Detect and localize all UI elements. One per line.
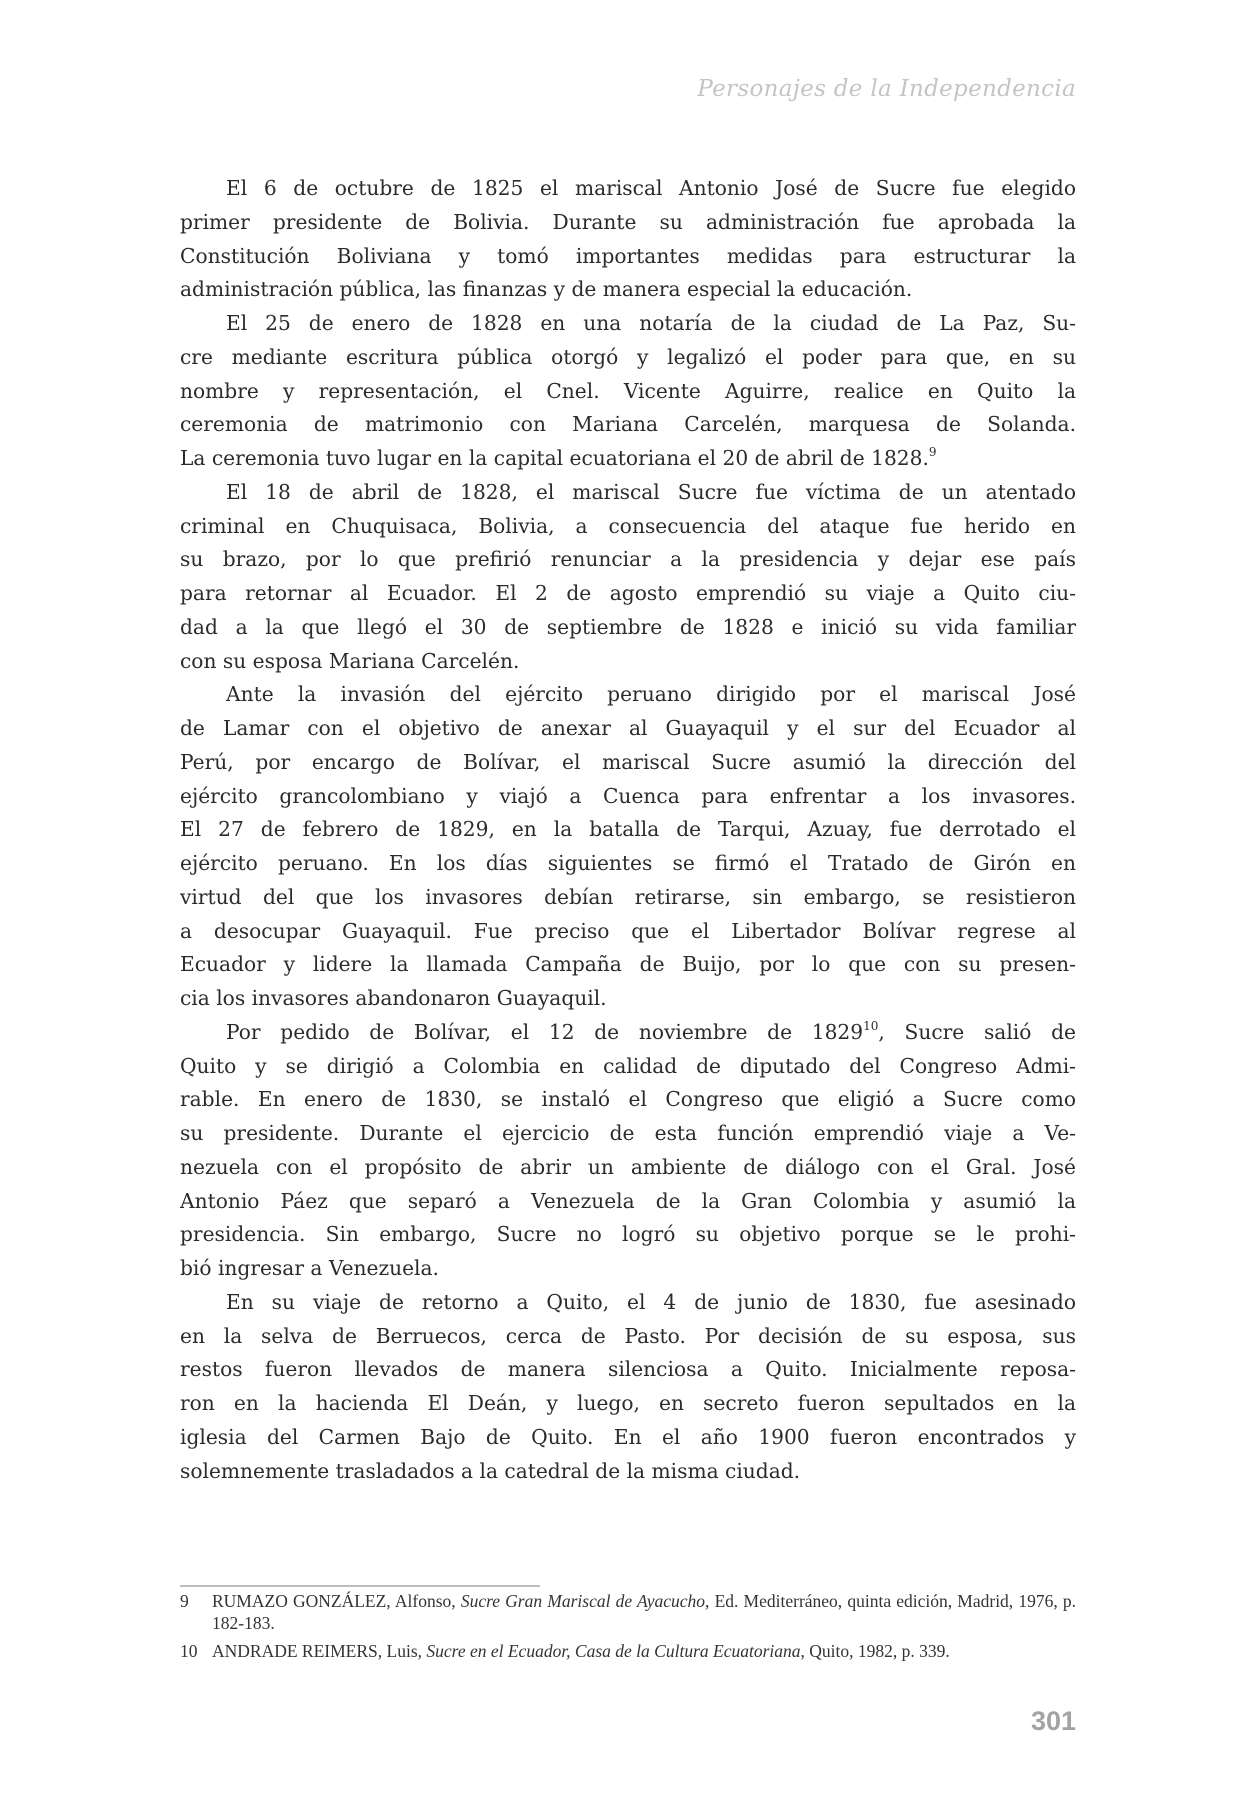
text-line [180, 172, 1076, 206]
footnote-text: RUMAZO GONZÁLEZ, Alfonso, [212, 1591, 461, 1611]
text-line [180, 273, 1076, 307]
line-text: El 6 de octubre de 1825 el mariscal Antonio José de Sucre fue elegido [226, 176, 1076, 200]
text-line [180, 881, 1076, 915]
line-text: presidencia. Sin embargo, Sucre no logró su objetivo porque se le prohi- [180, 1222, 1076, 1247]
text-line [180, 678, 1076, 712]
line-text: de Lamar con el objetivo de anexar al Guayaquil y el sur del Ecuador al [180, 716, 1076, 740]
text-line [180, 476, 1076, 510]
line-text: ejército peruano. En los días siguientes se firmó el Tratado de Girón en [180, 851, 1076, 875]
text-line [180, 543, 1076, 577]
line-text: restos fueron llevados de manera silenciosa a Quito. Inicialmente reposa- [180, 1357, 1076, 1382]
footnote-text: , Quito, 1982, p. 339. [800, 1641, 950, 1661]
line-text: virtud del que los invasores debían retirarse, sin embargo, se resistieron [180, 884, 1076, 909]
text-line [180, 645, 1076, 679]
line-text: cia los invasores abandonaron Guayaquil. [180, 986, 607, 1010]
footnote-text: , Ed. Mediterráneo, quinta edición, Madrid, 1976, p. 182-183. [212, 1591, 1077, 1633]
line-text: Quito y se dirigió a Colombia en calidad de diputado del Congreso Admi- [180, 1053, 1076, 1078]
text-line [180, 1218, 1076, 1252]
text-line [180, 1353, 1076, 1387]
text-line [180, 1387, 1076, 1421]
text-line [180, 847, 1076, 881]
paragraph [180, 172, 1076, 307]
text-line [180, 1016, 1076, 1050]
line-text: El 27 de febrero de 1829, en la batalla de Tarqui, Azuay, fue derrotado el [180, 817, 1076, 842]
footnotes [180, 1590, 1076, 1668]
page-number: 301 [1030, 1706, 1076, 1736]
text-line [180, 746, 1076, 780]
line-text: Antonio Páez que separó a Venezuela de la Gran Colombia y asumió la [180, 1188, 1076, 1213]
text-line [180, 375, 1076, 409]
line-text: nezuela con el propósito de abrir un ambiente de diálogo con el Gral. José [180, 1154, 1076, 1179]
text-line [180, 1117, 1076, 1151]
text-line [180, 307, 1076, 341]
line-text: cre mediante escritura pública otorgó y legalizó el poder para que, en su [180, 344, 1076, 369]
line-text: administración pública, las finanzas y de manera especial la educación. [180, 277, 913, 302]
text-line [180, 240, 1076, 274]
footnote-number: 9 [180, 1591, 189, 1611]
line-text: criminal en Chuquisaca, Bolivia, a consecuencia del ataque fue herido en [180, 513, 1076, 538]
paragraph [180, 307, 1076, 476]
line-text: primer presidente de Bolivia. Durante su administración fue aprobada la [180, 209, 1076, 234]
line-text: Ecuador y lidere la llamada Campaña de Buijo, por lo que con su presen- [180, 952, 1076, 977]
line-text: dad a la que llegó el 30 de septiembre de 1828 e inició su vida familiar [180, 614, 1076, 639]
line-text: solemnemente trasladados a la catedral de la misma ciudad. [180, 1458, 801, 1483]
line-text: Constitución Boliviana y tomó importantes medidas para estructurar la [180, 243, 1076, 268]
text-line [180, 1050, 1076, 1084]
text-line [180, 408, 1076, 442]
text-line [180, 915, 1076, 949]
line-text: para retornar al Ecuador. El 2 de agosto emprendió su viaje a Quito ciu- [180, 581, 1076, 605]
text-line [180, 577, 1076, 611]
line-text: con su esposa Mariana Carcelén. [180, 648, 520, 673]
line-text: , Sucre salió de [878, 1019, 1076, 1044]
text-line [180, 712, 1076, 746]
line-text: iglesia del Carmen Bajo de Quito. En el año 1900 fueron encontrados y [180, 1424, 1076, 1449]
footnote-reference[interactable]: 10 [863, 1018, 879, 1033]
text-line [180, 1185, 1076, 1219]
text-line [180, 982, 1076, 1016]
text-line [180, 1455, 1076, 1489]
line-text: La ceremonia tuvo lugar en la capital ecuatoriana el 20 de abril de 1828. [180, 446, 929, 470]
line-text: rable. En enero de 1830, se instaló el Congreso que eligió a Sucre como [180, 1087, 1076, 1112]
text-line [180, 1252, 1076, 1286]
text-line [180, 510, 1076, 544]
body-text [180, 172, 1076, 1488]
text-line [180, 780, 1076, 814]
text-line [180, 1286, 1076, 1320]
paragraph [180, 476, 1076, 679]
line-text: bió ingresar a Venezuela. [180, 1256, 439, 1280]
line-text: El 25 de enero de 1828 en una notaría de la ciudad de La Paz, Su- [226, 311, 1076, 335]
paragraph [180, 1016, 1076, 1286]
text-line [180, 1421, 1076, 1455]
line-text: Ante la invasión del ejército peruano dirigido por el mariscal José [226, 682, 1076, 707]
text-line [180, 948, 1076, 982]
line-text: a desocupar Guayaquil. Fue preciso que el Libertador Bolívar regrese al [180, 918, 1076, 943]
footnote [180, 1640, 1076, 1662]
line-text: ceremonia de matrimonio con Mariana Carcelén, marquesa de Solanda. [180, 412, 1076, 437]
text-line [180, 813, 1076, 847]
footnote [180, 1590, 1076, 1634]
text-line [180, 341, 1076, 375]
line-text: El 18 de abril de 1828, el mariscal Sucre fue víctima de un atentado [226, 479, 1076, 504]
line-text: su brazo, por lo que prefirió renunciar a la presidencia y dejar ese país [180, 547, 1076, 572]
footnote-reference[interactable]: 9 [928, 445, 937, 459]
line-text: ejército grancolombiano y viajó a Cuenca para enfrentar a los invasores. [180, 783, 1076, 808]
footnote-number: 10 [180, 1641, 198, 1661]
footnote-separator [180, 1585, 540, 1587]
footnote-title: Sucre en el Ecuador, Casa de la Cultura Ecuatoriana [426, 1641, 801, 1661]
line-text: Por pedido de Bolívar, el 12 de noviembre de 1829 [226, 1019, 864, 1044]
line-text: en la selva de Berruecos, cerca de Pasto. Por decisión de su esposa, sus [180, 1323, 1076, 1348]
line-text: nombre y representación, el Cnel. Vicente Aguirre, realice en Quito la [180, 378, 1076, 403]
text-line [180, 1083, 1076, 1117]
line-text: ron en la hacienda El Deán, y luego, en secreto fueron sepultados en la [180, 1391, 1076, 1415]
text-line [180, 611, 1076, 645]
text-line [180, 442, 1076, 476]
footnote-title: Sucre Gran Mariscal de Ayacucho [460, 1591, 706, 1611]
paragraph [180, 1286, 1076, 1489]
text-line [180, 1320, 1076, 1354]
text-line [180, 1151, 1076, 1185]
paragraph [180, 678, 1076, 1016]
running-header: Personajes de la Independencia [697, 76, 1076, 102]
text-line [180, 206, 1076, 240]
line-text: Perú, por encargo de Bolívar, el mariscal Sucre asumió la dirección del [180, 749, 1076, 774]
line-text: su presidente. Durante el ejercicio de esta función emprendió viaje a Ve- [180, 1121, 1076, 1145]
line-text: En su viaje de retorno a Quito, el 4 de junio de 1830, fue asesinado [226, 1289, 1076, 1314]
footnote-text: ANDRADE REIMERS, Luis, [212, 1641, 427, 1661]
